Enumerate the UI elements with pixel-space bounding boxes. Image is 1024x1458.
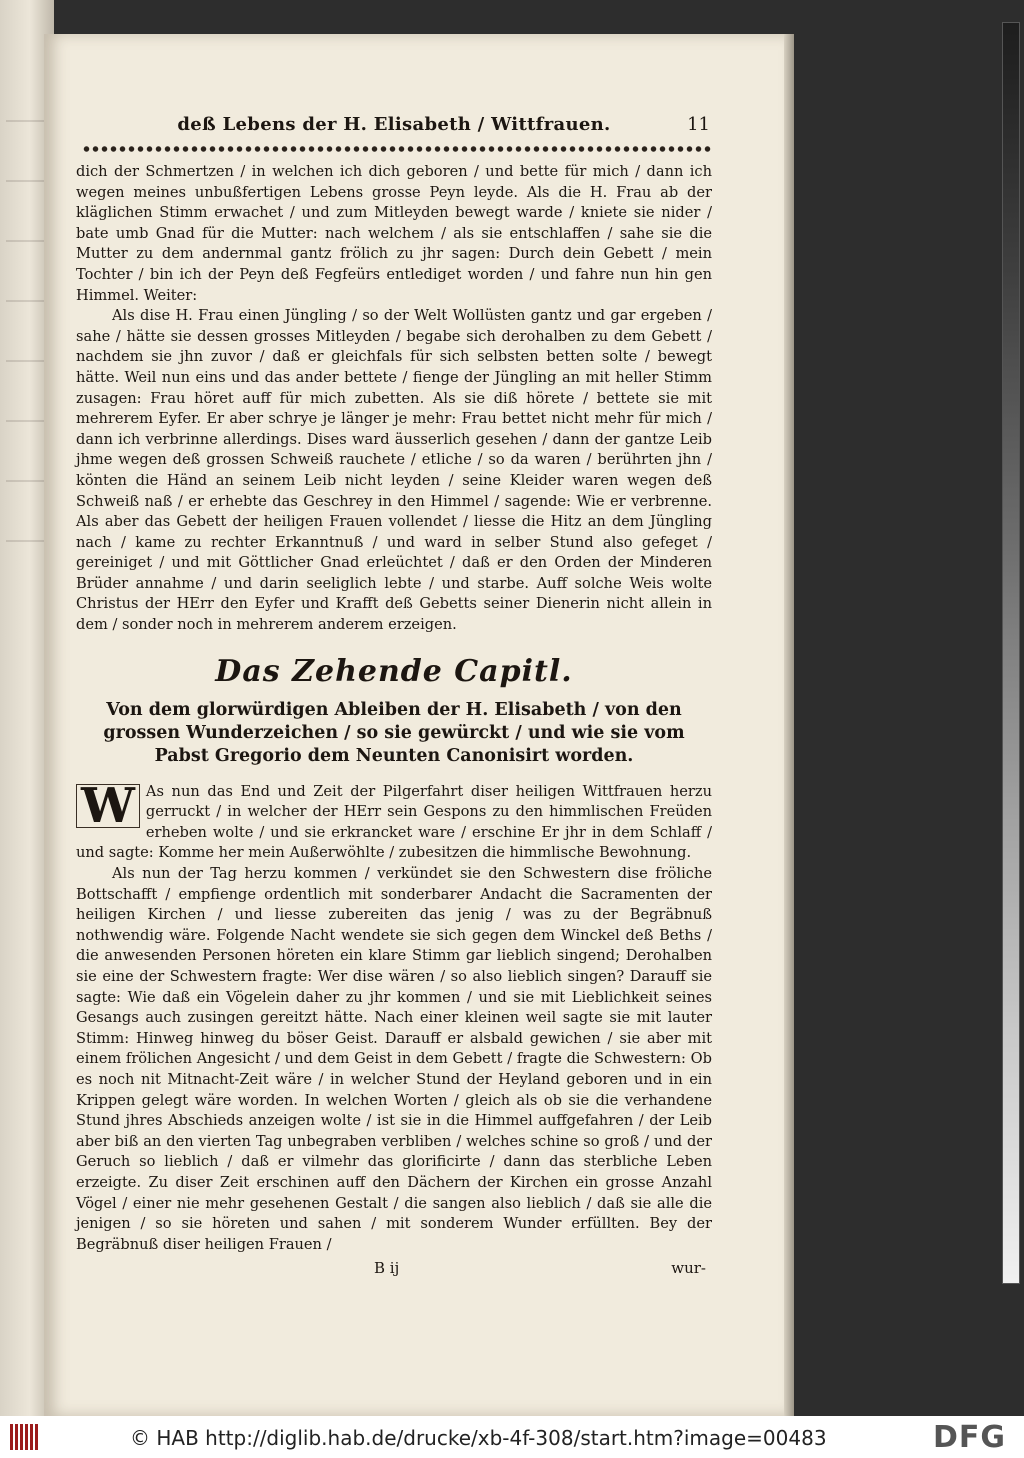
chapter-subtitle: Von dem glorwürdigen Ableiben der H. Elisabeth / von den grossen Wunderzeichen / so sie gewürckt / und wie sie vom Pabst Gregorio dem Neunten Canonisirt worden.	[103, 699, 685, 766]
page-footer-line	[76, 1257, 712, 1283]
grayscale-calibration-bar	[1002, 22, 1020, 1284]
running-head	[76, 110, 712, 140]
page-text-block	[76, 110, 712, 1283]
running-title: deß Lebens der H. Elisabeth / Wittfrauen.	[177, 114, 611, 135]
page-number: 11	[687, 114, 710, 135]
viewer-footer-bar	[0, 1416, 1024, 1458]
paragraph-4: Als nun der Tag herzu kommen / verkündet sie den Schwestern dise fröliche Bottschafft / empfienge ordentlich mit sonderbarer Andacht die Sacramenten der heiligen Kirchen / und liesse zubereiten das jenig / was zu der Begräbnuß nothwendig wäre. Folgende Nacht wendete sie sich gegen dem Winckel deß Beths / die anwesenden Personen höreten ein klare Stimm gar lieblich singend; Derohalben sie eine der Schwestern fragte: Wer dise wären / so also lieblich singen? Darauff sie sagte: Wie daß ein Vögelein daher zu jhr kommen / und sie mit Lieblichkeit seines Gesangs auch zusingen gereitzt hätte. Nach einer kleinen weil sagte sie mit lauter Stimm: Hinweg hinweg du böser Geist. Darauff er alsbald gewichen / sie aber mit einem frölichen Angesicht / und dem Geist in dem Gebett / fragte die Schwestern: Ob es noch nit Mitnacht-Zeit wäre / in welcher Stund der Heyland geboren und in ein Krippen gelegt wäre worden. In welchen Worten / gleich als ob sie die verhandene Stund jhres Abschieds anzeigen wolte / ist sie in die Himmel auffgefahren / der Leib aber biß an den vierten Tag unbegraben verbliben / welches schine so groß / und der Geruch so lieblich / daß er vilmehr das glorificirte / dann das sterbliche Leben erzeigte. Zu diser Zeit erschinen auff den Dächern der Kirchen ein grosse Anzahl Vögel / einer nie mehr gesehenen Gestalt / die sangen also lieblich / daß sie alle die jenigen / so sie höreten und sahen / mit sonderem Wunder erfüllten. Bey der Begräbnuß diser heiligen Frauen /	[76, 865, 712, 1253]
signature-mark: B ij	[374, 1259, 400, 1278]
dfg-logo: DFG	[932, 1420, 1006, 1455]
catchword: wur-	[671, 1259, 706, 1278]
chapter-heading: Das Zehende Capitl.	[215, 653, 573, 689]
paragraph-2: Als dise H. Frau einen Jüngling / so der Welt Wollüsten gantz und gar ergeben / sahe / hätte sie dessen grosses Mitleyden / begabe sich derohalben zu dem Gebett / nachdem sie jhn zuvor / daß er gleichfals für sich selbsten betten solte / bewegt hätte. Weil nun eins und das ander bettete / fienge der Jüngling an mit heller Stimm zusagen: Frau höret auff für mich zubetten. Als sie diß hörete / bettete sie mit mehrerem Eyfer. Er aber schrye je länger je mehr: Frau bettet nicht mehr für mich / dann ich verbrinne allerdings. Dises ward äusserlich gesehen / dann der gantze Leib jhme wegen deß grossen Schweiß rauchete / etliche / so da waren / berührten jhn / könten die Händ an seinem Leib nicht leyden / seine Kleider waren wegen deß Schweiß naß / er erhebte das Geschrey in den Himmel / sagende: Wie er verbrenne. Als aber das Gebett der heiligen Frauen vollendet / liesse die Hitz an dem Jüngling nach / kame zu rechter Erkanntnuß / und ward in selber Stund also gefeget / gereiniget / und mit Göttlicher Gnad erleüchtet / daß er den Orden der Minderen Brüder annahme / und darin seeliglich lebte / und starbe. Auff solche Weis wolte Christus der HErr den Eyfer und Krafft deß Gebetts seiner Dienerin nicht allein in dem / sonder noch in mehrerem anderem erzeigen.	[76, 307, 712, 634]
page-edge-shadow	[784, 34, 794, 1416]
paragraph-1: dich der Schmertzen / in welchen ich dich geboren / und bette für mich / dann ich wegen meines unbußfertigen Lebens grosse Peyn leyde. Als die H. Frau ab der kläglichen Stimm erwachet / und zum Mitleyden bewegt warde / kniete sie nider / bate umb Gnad für die Mutter: nach welchem / als sie entschlaffen / sahe sie die Mutter zu dem andernmal gantz frölich zu jhr sagen: Durch dein Gebett / mein Tochter / bin ich der Peyn deß Fegfeürs entlediget worden / und fahre nun hin gen Himmel. Weiter:	[76, 163, 712, 304]
paragraph-3-text: As nun das End und Zeit der Pilgerfahrt diser heiligen Wittfrauen herzu gerruckt / in welcher der HErr sein Gespons zu den himmlischen Freüden erheben wolte / und sie erkrancket ware / erschine Er jhr in dem Schlaff / und sagte: Komme her mein Außerwöhlte / zubesitzen die himmlische Bewohnung.	[76, 782, 712, 862]
hab-logo-icon	[10, 1424, 38, 1450]
drop-capital: W	[76, 784, 140, 828]
ornamental-rule	[82, 142, 712, 156]
paragraph-3	[76, 777, 712, 864]
copyright-link[interactable]: © HAB http://diglib.hab.de/drucke/xb-4f-308/start.htm?image=00483	[130, 1426, 827, 1450]
